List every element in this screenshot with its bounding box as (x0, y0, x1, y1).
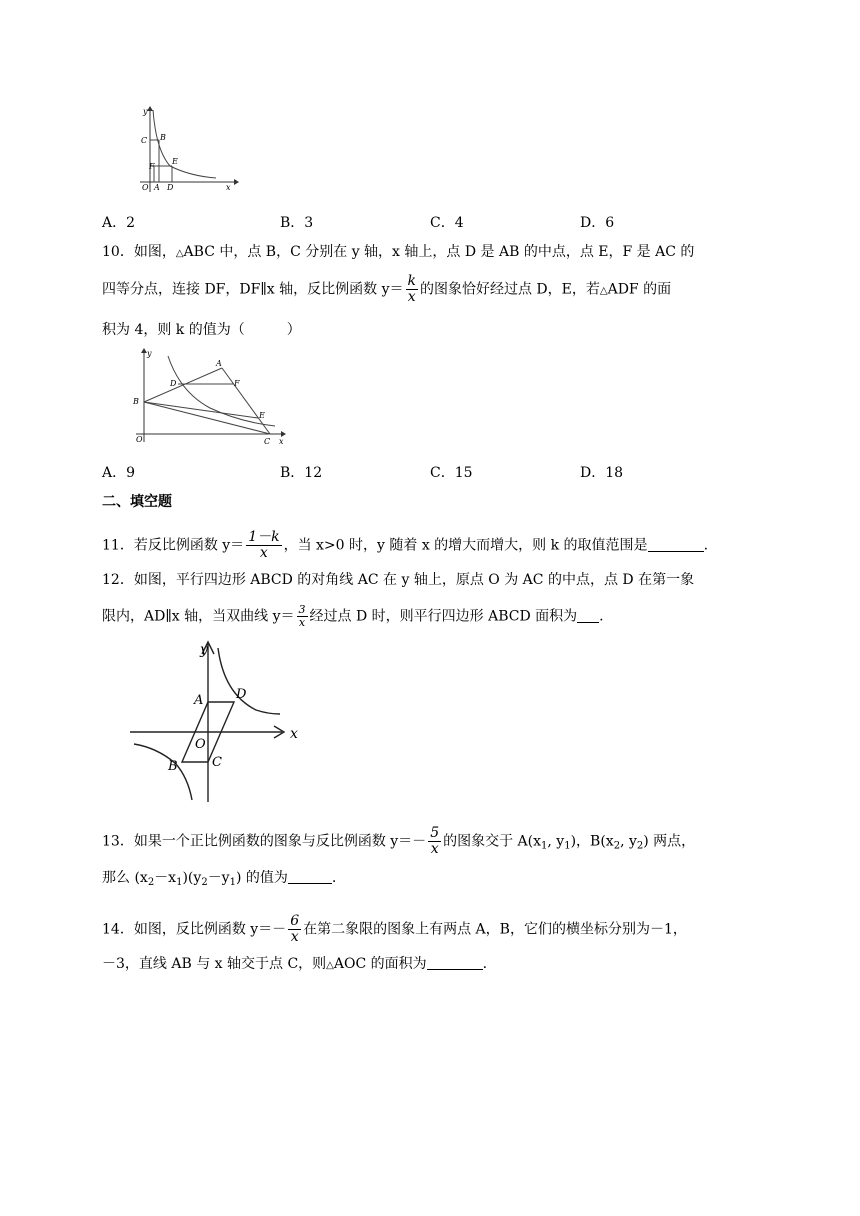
section-title-fill-in: 二、填空题 (102, 494, 172, 510)
q13-line2: 那么 $(x_2-x_1)(y_2-y_1)$ 的值为 . (102, 870, 337, 888)
q9-label-o: O (142, 183, 149, 192)
q12-label-c: C (212, 755, 222, 770)
q10-label-y: y (147, 349, 152, 358)
q10-label-c: C (264, 437, 271, 446)
q12-label-o: O (195, 737, 206, 752)
triangle-icon: △ (599, 285, 608, 297)
triangle-icon: △ (175, 248, 184, 259)
q9-label-a: A (154, 183, 160, 192)
q12-label-x: x (290, 726, 298, 742)
q10-option-d[interactable]: D．18 (580, 465, 624, 481)
triangle-icon: △ (326, 960, 334, 971)
q10-label-x: x (279, 437, 284, 446)
q9-label-d: D (167, 183, 174, 192)
q12-label-y: y (200, 642, 208, 658)
q14-line1: 14．如图，反比例函数 y＝－ $\frac{6}{x}$ 在第二象限的图象上有两点 A，B，它们的横坐标分别为－1， (102, 913, 687, 945)
q12-answer-blank[interactable] (577, 608, 599, 623)
q9-option-c[interactable]: C．4 (430, 215, 464, 231)
q12-figure (128, 638, 308, 806)
q12-label-d: D (236, 687, 247, 702)
q10-option-b[interactable]: B．12 (280, 465, 323, 481)
q11-fraction: $\frac{1-k}{x}$ (248, 529, 280, 561)
q12-label-b: B (168, 759, 178, 774)
q9-option-b[interactable]: B．3 (280, 215, 314, 231)
q10-option-a[interactable]: A．9 (102, 465, 136, 481)
q10-label-e: E (259, 411, 265, 420)
q9-label-x: x (226, 183, 231, 192)
q10-line3: 积为 4，则 k 的值为（ ） (102, 322, 301, 338)
q10-line2: 四等分点，连接 DF，DF∥x 轴，反比例函数 y＝ $\frac{k}{x}$ 的图象恰好经过点 D，E，若△ADF 的面 (102, 273, 672, 305)
q10-label-a: A (216, 359, 222, 368)
q13-answer-blank[interactable] (288, 869, 332, 884)
q10-option-c[interactable]: C．15 (430, 465, 473, 481)
q9-label-b: B (160, 133, 166, 142)
q10-label-d: D (170, 379, 177, 388)
q12-label-a: A (194, 693, 204, 708)
q9-label-f: F (149, 162, 155, 171)
q9-label-e: E (172, 157, 178, 166)
q9-option-d[interactable]: D．6 (580, 215, 615, 231)
q11-line: 11．若反比例函数 y＝ $\frac{1-k}{x}$ ，当 x>0 时，y 随着 x 的增大而增大，则 k 的取值范围是 . (102, 529, 709, 561)
q9-label-y: y (143, 107, 148, 116)
q10-figure (130, 346, 290, 446)
q10-label-b: B (133, 397, 139, 406)
q9-label-c: C (141, 136, 148, 145)
q14-line2: －3，直线 AB 与 x 轴交于点 C，则△AOC 的面积为 . (102, 956, 488, 972)
q12-line2: 限内，AD∥x 轴，当双曲线 y＝ $\frac{3}{x}$ 经过点 D 时，则平行四边形 ABCD 面积为 . (102, 603, 604, 629)
q10-line1: 10．如图，△ABC 中，点 B，C 分别在 y 轴，x 轴上，点 D 是 AB 的中点，点 E，F 是 AC 的 (102, 244, 695, 260)
q14-answer-blank[interactable] (427, 955, 483, 970)
q10-fraction: $\frac{k}{x}$ (407, 273, 416, 305)
q9-figure (130, 104, 240, 196)
q10-label-o: O (136, 435, 143, 444)
q9-option-a[interactable]: A．2 (102, 215, 136, 231)
q12-line1: 12．如图，平行四边形 ABCD 的对角线 AC 在 y 轴上，原点 O 为 AC 的中点，点 D 在第一象 (102, 572, 695, 588)
q10-label-f: F (234, 379, 240, 388)
q13-fraction: $\frac{5}{x}$ (430, 825, 440, 857)
q12-fraction: $\frac{3}{x}$ (298, 603, 306, 629)
q13-line1: 13．如果一个正比例函数的图象与反比例函数 y＝－ $\frac{5}{x}$ 的图象交于 $A(x_1$, $y_1$)，$B(x_2$, $y_2$) 两点， (102, 825, 696, 857)
q11-answer-blank[interactable] (648, 537, 704, 552)
q14-fraction: $\frac{6}{x}$ (290, 913, 300, 945)
